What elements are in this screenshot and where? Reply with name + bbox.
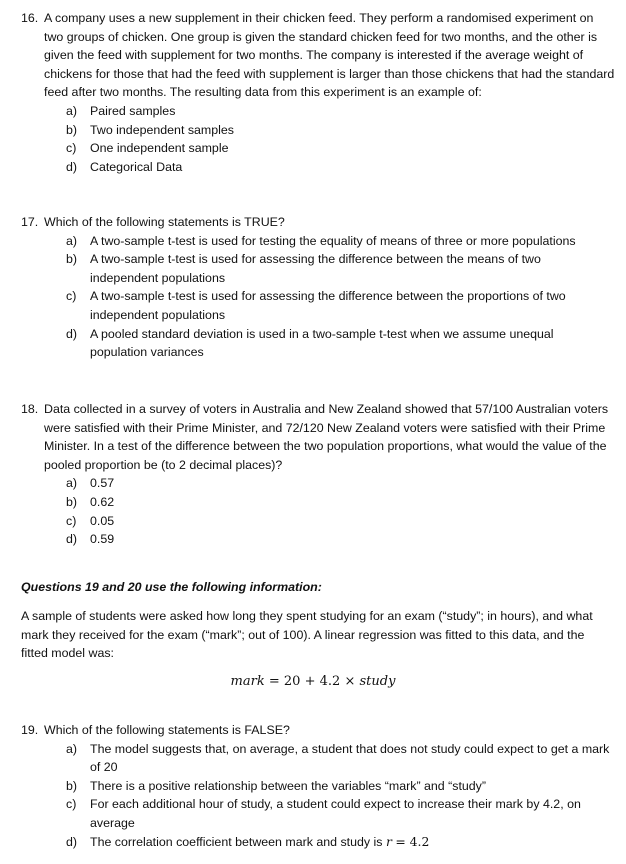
question-number: 19.: [21, 723, 39, 737]
option-text: One independent sample: [90, 141, 229, 156]
answer-option[interactable]: [0, 777, 626, 796]
option-text: Two independent samples: [90, 122, 234, 137]
answer-options: [0, 474, 626, 548]
section-intro-text: A sample of students were asked how long they spent studying for an exam (“study”; in hours), and what mark they received for the exam (“mark”; out of 100). A linear regression was fitted to this data, and the fitted model was:: [21, 609, 593, 661]
option-text: A two-sample t-test is used for assessing the difference between the proportions of two independent populations: [90, 289, 566, 322]
question-text: Data collected in a survey of voters in Australia and New Zealand showed that 57/100 Australian voters were satisfied with their Prime Minister, and 72/120 New Zealand voters were satisfied with their Prime Minister. In a test of the difference between the two population proportions, what would the value of the pooled proportion be (to 2 decimal places)?: [44, 402, 609, 472]
option-text: 0.57: [90, 476, 115, 491]
option-label: d): [66, 532, 78, 547]
answer-option[interactable]: [0, 102, 626, 121]
formula-plus: +: [304, 674, 316, 689]
question-18: [0, 400, 626, 549]
option-text: 0.05: [90, 513, 115, 528]
answer-option[interactable]: [0, 795, 626, 832]
answer-options: [0, 102, 626, 176]
section-heading: Questions 19 and 20 use the following information:: [21, 580, 322, 594]
formula-rhs-variable: study: [359, 674, 396, 689]
formula-times: ×: [344, 674, 356, 689]
option-text: The model suggests that, on average, a student that does not study could expect to get a mark of 20: [90, 741, 610, 775]
question-17: [0, 213, 626, 362]
answer-options: [0, 232, 626, 362]
question-text: Which of the following statements is FALSE?: [44, 723, 290, 737]
question-number: 18.: [21, 402, 39, 416]
answer-option[interactable]: [0, 232, 626, 251]
option-text: 0.59: [90, 532, 115, 547]
formula-intercept: 20: [283, 674, 301, 689]
option-label: c): [66, 797, 77, 812]
answer-options: [0, 740, 626, 852]
option-label: a): [66, 741, 78, 756]
question-stem: [0, 9, 626, 102]
option-text: Paired samples: [90, 103, 176, 118]
question-19: [0, 721, 626, 851]
formula-lhs: mark: [230, 674, 265, 689]
option-label: a): [66, 476, 78, 491]
option-text: A two-sample t-test is used for testing the equality of means of three or more populations: [90, 233, 576, 248]
option-text: There is a positive relationship between the variables “mark” and “study”: [90, 778, 486, 793]
option-label: b): [66, 778, 78, 793]
option-label: d): [66, 834, 78, 849]
correlation-symbol: r: [385, 833, 392, 849]
option-text: The correlation coefficient between mark and study is: [90, 834, 383, 849]
answer-option[interactable]: [0, 740, 626, 777]
question-16: [0, 9, 626, 176]
question-stem: [0, 400, 626, 474]
answer-option[interactable]: [0, 474, 626, 493]
option-label: d): [66, 326, 78, 341]
correlation-value: = 4.2: [395, 833, 430, 849]
answer-option[interactable]: [0, 512, 626, 531]
formula-equals: =: [268, 674, 280, 689]
formula-slope: 4.2: [319, 674, 341, 689]
option-label: b): [66, 494, 78, 509]
question-number: 16.: [21, 11, 39, 25]
answer-option[interactable]: [0, 287, 626, 324]
regression-formula: [0, 673, 626, 692]
option-label: c): [66, 141, 77, 156]
option-text: A pooled standard deviation is used in a two-sample t-test when we assume unequal population variances: [90, 326, 554, 360]
answer-option[interactable]: [0, 530, 626, 549]
answer-option[interactable]: [0, 121, 626, 140]
answer-option[interactable]: [0, 493, 626, 512]
answer-option[interactable]: [0, 250, 626, 287]
option-text: 0.62: [90, 494, 115, 509]
option-label: b): [66, 122, 78, 137]
option-text: Categorical Data: [90, 159, 183, 174]
answer-option[interactable]: [0, 158, 626, 177]
question-stem: [0, 721, 626, 740]
answer-option[interactable]: [0, 139, 626, 158]
question-number: 17.: [21, 215, 39, 229]
option-label: a): [66, 103, 78, 118]
option-label: d): [66, 159, 78, 174]
answer-option[interactable]: [0, 833, 626, 852]
option-label: a): [66, 233, 78, 248]
option-label: b): [66, 252, 78, 267]
question-text: A company uses a new supplement in their chicken feed. They perform a randomised experiment on two groups of chicken. One group is given the standard chicken feed for two months, and the other is given the feed with supplement for two months. The company is interested if the average weight of chickens for those that had the feed with supplement is larger than those chickens that had the standard feed after two months. The resulting data from this experiment is an example of:: [44, 11, 615, 100]
option-text: A two-sample t-test is used for assessing the difference between the means of two independent populations: [90, 252, 541, 285]
answer-option[interactable]: [0, 325, 626, 362]
question-text: Which of the following statements is TRUE?: [44, 215, 285, 229]
option-label: c): [66, 513, 77, 528]
option-text: For each additional hour of study, a student could expect to increase their mark by 4.2, on average: [90, 797, 581, 830]
option-label: c): [66, 289, 77, 304]
question-stem: [0, 213, 626, 232]
